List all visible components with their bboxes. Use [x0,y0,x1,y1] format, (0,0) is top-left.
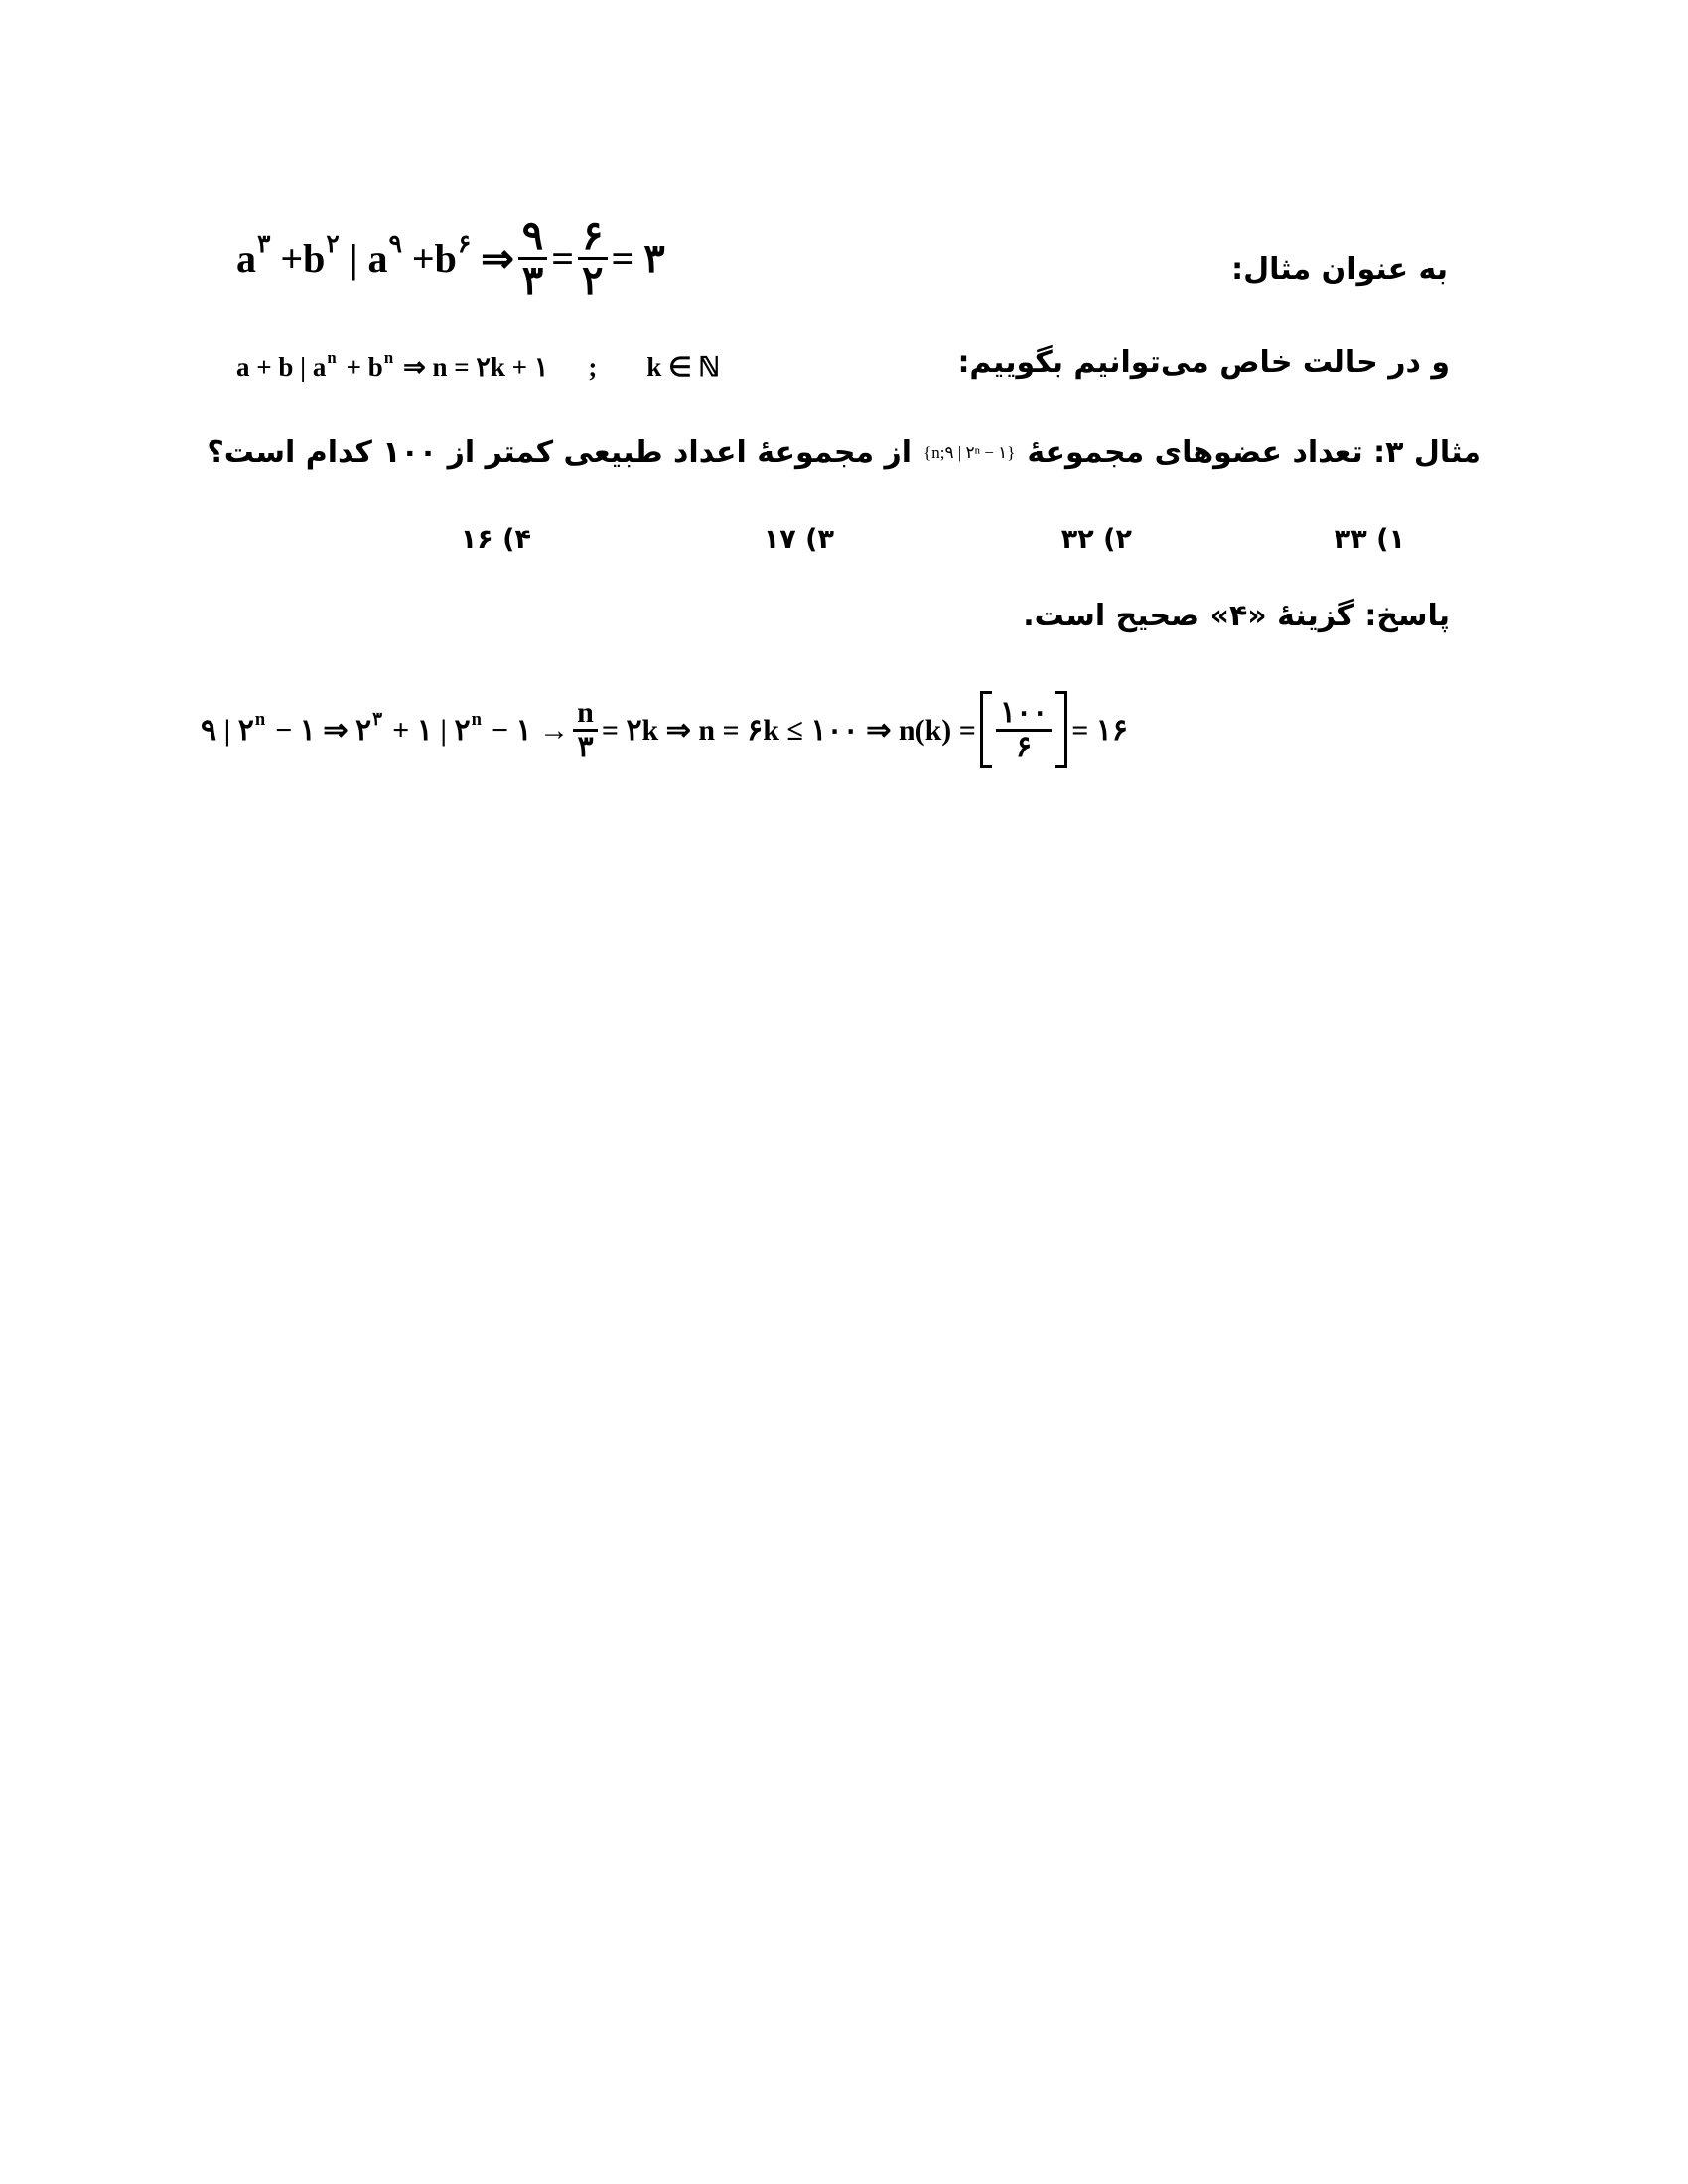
eq2-condition: k ∈ ℕ [646,351,720,382]
question-text [207,435,1481,470]
eq1-plus2: + [411,235,435,281]
eq2-mid: + b [346,351,383,382]
eq3-exp3: n [471,708,482,730]
eq1-a-exp: ۳ [257,231,271,259]
question-set-notation: {n;۹ | ۲ⁿ − ۱} [923,442,1016,462]
eq1-f1-num: ۹ [521,212,544,258]
eq1-f2-den: ۲ [582,257,604,303]
question-prefix: مثال ۳: تعداد عضوهای مجموعهٔ [1027,435,1481,470]
option-3: ۳) ۱۷ [763,524,834,555]
eq3-bracket-fraction [996,697,1052,762]
eq3-part3: + ۱ | ۲ [392,713,471,747]
example-heading: به عنوان مثال: [1231,252,1448,287]
eq3-f-num: n [577,696,594,729]
eq1-result: ۳ [643,235,665,281]
eq3-part6: = ۱۶ [1071,713,1129,747]
eq3-exp1: n [254,708,266,730]
eq2-rhs: ⇒ n = ۲k + ۱ [403,351,549,382]
question-suffix: از مجموعهٔ اعداد طبیعی کمتر از ۱۰۰ کدام است؟ [207,435,913,470]
eq1-b-exp: ۲ [326,231,340,259]
solution-equation [201,680,1128,779]
eq1-b: b [303,235,326,281]
eq3-exp2: ۳ [372,708,383,730]
option-4: ۴) ۱۶ [460,524,531,555]
eq1-equals-a: = [551,235,575,281]
eq3-floor-bracket [980,697,1067,762]
eq1-f2-num: ۶ [582,212,604,258]
eq1-a2-exp: ۹ [388,231,402,259]
eq1-fraction-1 [518,212,547,303]
eq3-part2: − ۱ ⇒ ۲ [275,713,372,747]
eq3-f-den: ۳ [577,730,594,763]
equation-divisibility-example [236,208,665,308]
eq1-b2-exp: ۶ [457,231,472,259]
special-case-text: و در حالت خاص می‌توانیم بگوییم: [957,345,1450,380]
eq3-part5: = ۲k ⇒ n = ۶k ≤ ۱۰۰ ⇒ n(k) = [601,713,976,747]
eq2-separator: ; [588,351,598,382]
equation-special-case [236,347,720,387]
eq1-divides: | [349,235,358,281]
eq3-part4: − ۱ → [491,713,570,747]
eq3-b-den: ۶ [1015,730,1033,763]
answer-text: پاسخ: گزینهٔ «۴» صحیح است. [1023,599,1450,633]
eq2-lhs: a + b | a [236,351,327,382]
eq2-exp-n2: n [383,347,394,367]
eq1-equals-b: = [611,235,634,281]
eq1-b2: b [434,235,457,281]
eq1-f1-den: ۳ [521,257,544,303]
eq2-exp-n1: n [327,347,337,367]
eq1-a2: a [367,235,388,281]
eq3-b-num: ۱۰۰ [999,696,1049,729]
option-1: ۱) ۳۳ [1334,524,1405,555]
eq3-part1: ۹ | ۲ [201,713,254,747]
eq1-implies: ⇒ [481,235,514,281]
eq1-plus: + [280,235,304,281]
eq3-fraction [573,697,598,762]
eq1-a: a [236,235,256,281]
eq1-fraction-2 [578,212,607,303]
option-2: ۲) ۳۲ [1060,524,1132,555]
